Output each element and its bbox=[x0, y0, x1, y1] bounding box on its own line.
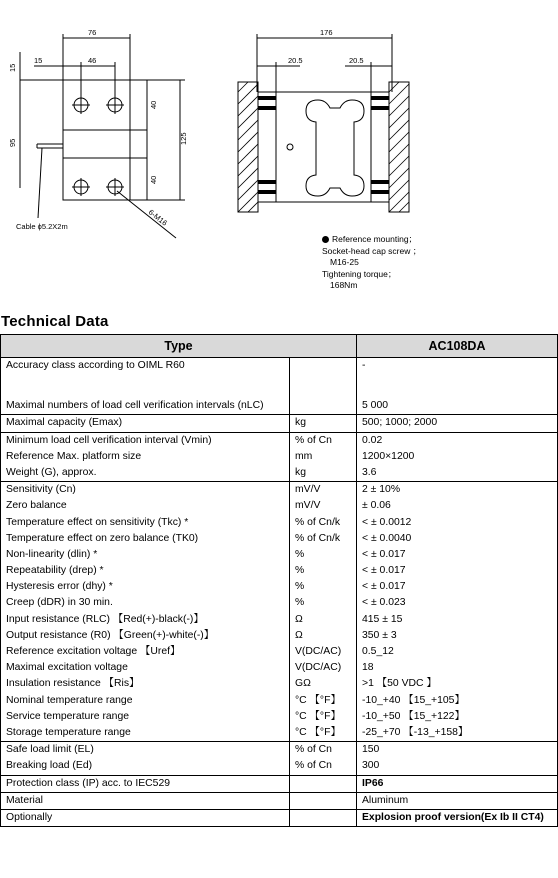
cell-units bbox=[290, 432, 357, 482]
value-label: 0.02 bbox=[362, 434, 383, 446]
unit-label: % of Cn/k bbox=[295, 532, 341, 544]
value-label: -10_+40 【15_+105】 bbox=[362, 694, 465, 706]
parameter-label: Optionally bbox=[6, 811, 53, 823]
parameter-label: Reference Max. platform size bbox=[6, 450, 142, 462]
cell-params bbox=[1, 742, 290, 775]
parameter-label: Temperature effect on zero balance (TK0) bbox=[6, 532, 199, 544]
dim-46: 46 bbox=[88, 56, 97, 65]
dim-125: 125 bbox=[179, 132, 188, 145]
unit-label: % bbox=[295, 581, 305, 593]
unit-label: % bbox=[295, 597, 305, 609]
parameter-label: Insulation resistance 【Ris】 bbox=[6, 678, 140, 690]
value-label: 3.6 bbox=[362, 466, 377, 478]
value-label: - bbox=[362, 360, 366, 371]
cell-params bbox=[1, 775, 290, 792]
cell-values bbox=[357, 432, 558, 482]
value-label: ± 0.06 bbox=[362, 500, 391, 512]
value-label: 300 bbox=[362, 760, 380, 772]
value-label: < ± 0.0040 bbox=[362, 532, 412, 544]
dim-76: 76 bbox=[88, 28, 97, 37]
parameter-label: Output resistance (R0) 【Green(+)-white(-)】 bbox=[6, 629, 215, 641]
value-label: 350 ± 3 bbox=[362, 629, 397, 641]
cell-units bbox=[290, 482, 357, 742]
parameter-label: Protection class (IP) acc. to IEC529 bbox=[6, 777, 171, 789]
value-label: -10_+50 【15_+122】 bbox=[362, 710, 465, 722]
parameter-label: Maximal numbers of load cell verification intervals (nLC) bbox=[6, 400, 264, 412]
value-label: -25_+70 【-13_+158】 bbox=[362, 726, 469, 738]
unit-label: % of Cn bbox=[295, 744, 332, 756]
dim-15-height: 15 bbox=[8, 63, 17, 72]
value-label: 18 bbox=[362, 662, 374, 674]
cell-units bbox=[290, 792, 357, 809]
note-line3: M16-25 bbox=[330, 257, 359, 268]
cell-values bbox=[357, 742, 558, 775]
unit-label: mV/V bbox=[295, 500, 321, 512]
unit-label: kg bbox=[295, 417, 306, 429]
parameter-label: Creep (dDR) in 30 min. bbox=[6, 597, 113, 609]
parameter-label: Maximal capacity (Emax) bbox=[6, 417, 123, 429]
value-label: 500; 1000; 2000 bbox=[362, 417, 438, 429]
parameter-label: Nominal temperature range bbox=[6, 694, 133, 706]
parameter-label: Temperature effect on sensitivity (Tkc) * bbox=[6, 516, 189, 528]
dim-95: 95 bbox=[8, 138, 17, 147]
dim-20-5-left: 20.5 bbox=[288, 56, 303, 65]
value-label: 0.5_12 bbox=[362, 646, 394, 657]
mounting-note bbox=[322, 234, 421, 292]
table-row bbox=[1, 742, 558, 775]
parameter-label: Service temperature range bbox=[6, 710, 130, 722]
value-label: Aluminum bbox=[362, 794, 409, 806]
cell-units bbox=[290, 358, 357, 415]
value-label: < ± 0.017 bbox=[362, 581, 406, 593]
table-row bbox=[1, 432, 558, 482]
note-line2: Socket-head cap screw ； bbox=[322, 245, 422, 256]
dim-176: 176 bbox=[320, 28, 333, 37]
parameter-label: Minimum load cell verification interval (Vmin) bbox=[6, 434, 212, 446]
cell-units bbox=[290, 809, 357, 826]
value-label: 150 bbox=[362, 744, 380, 756]
cell-units bbox=[290, 742, 357, 775]
table-row bbox=[1, 809, 558, 826]
value-label: 5 000 bbox=[362, 400, 389, 412]
cell-units bbox=[290, 775, 357, 792]
unit-label: °C 【°F】 bbox=[295, 710, 341, 722]
parameter-label: Reference excitation voltage 【Uref】 bbox=[6, 646, 181, 657]
unit-label: °C 【°F】 bbox=[295, 694, 341, 706]
table-row bbox=[1, 358, 558, 415]
unit-label: Ω bbox=[295, 629, 303, 641]
section-heading: Technical Data bbox=[1, 313, 109, 330]
table-row bbox=[1, 415, 558, 432]
cable-label: Cable ϕ5.2X2m bbox=[16, 222, 68, 231]
cell-values bbox=[357, 792, 558, 809]
unit-label: mV/V bbox=[295, 484, 321, 496]
value-label: < ± 0.017 bbox=[362, 565, 406, 577]
parameter-label: Weight (G), approx. bbox=[6, 466, 97, 478]
parameter-label: Hysteresis error (dhy) * bbox=[6, 581, 113, 593]
header-type: Type bbox=[1, 335, 357, 358]
thread-label: 6-M16 bbox=[146, 207, 170, 228]
note-line4: Tightening torque； bbox=[322, 268, 397, 279]
table-row bbox=[1, 792, 558, 809]
cell-values bbox=[357, 809, 558, 826]
unit-label: % of Cn/k bbox=[295, 516, 341, 528]
unit-label: V(DC/AC) bbox=[295, 662, 342, 674]
parameter-label: Material bbox=[6, 794, 43, 806]
cell-values bbox=[357, 775, 558, 792]
table-row bbox=[1, 482, 558, 742]
parameter-label: Breaking load (Ed) bbox=[6, 760, 93, 772]
parameter-label: Safe load limit (EL) bbox=[6, 744, 94, 756]
cell-params bbox=[1, 358, 290, 415]
value-label: Explosion proof version(Ex Ib II CT4) bbox=[362, 811, 544, 823]
cell-params bbox=[1, 792, 290, 809]
value-label: < ± 0.0012 bbox=[362, 516, 412, 528]
unit-label: kg bbox=[295, 466, 306, 478]
unit-label: mm bbox=[295, 450, 313, 462]
dim-40-bottom: 40 bbox=[149, 175, 158, 184]
cell-params bbox=[1, 482, 290, 742]
parameter-label: Repeatability (drep) * bbox=[6, 565, 104, 577]
value-label bbox=[357, 374, 557, 398]
cell-values bbox=[357, 482, 558, 742]
value-label: >1 【50 VDC 】 bbox=[362, 678, 437, 690]
unit-label: % of Cn bbox=[295, 760, 332, 772]
bullet-icon bbox=[322, 236, 329, 243]
table-row bbox=[1, 775, 558, 792]
dim-15-offset: 15 bbox=[34, 56, 43, 65]
parameter-label: Maximal excitation voltage bbox=[6, 662, 128, 674]
parameter-label: Input resistance (RLC) 【Red(+)-black(-)】 bbox=[6, 613, 204, 625]
cell-values bbox=[357, 358, 558, 415]
parameter-label: Non-linearity (dlin) * bbox=[6, 548, 98, 560]
value-label: 2 ± 10% bbox=[362, 484, 401, 496]
unit-label: % bbox=[295, 565, 305, 577]
value-label: 1200×1200 bbox=[362, 450, 415, 462]
parameter-label: Zero balance bbox=[6, 500, 67, 512]
header-model: AC108DA bbox=[357, 335, 558, 358]
dim-20-5-right: 20.5 bbox=[349, 56, 364, 65]
value-label: 415 ± 15 bbox=[362, 613, 403, 625]
unit-label: Ω bbox=[295, 613, 303, 625]
cell-params bbox=[1, 415, 290, 432]
parameter-label bbox=[1, 374, 289, 398]
dim-40-top: 40 bbox=[149, 100, 158, 109]
cell-values bbox=[357, 415, 558, 432]
note-line1: Reference mounting； bbox=[332, 234, 418, 244]
unit-label: % of Cn bbox=[295, 434, 332, 446]
value-label: IP66 bbox=[362, 777, 384, 789]
note-line5: 168Nm bbox=[330, 280, 358, 291]
cell-params bbox=[1, 432, 290, 482]
unit-label: °C 【°F】 bbox=[295, 726, 341, 738]
parameter-label: Accuracy class according to OIML R60 bbox=[6, 360, 185, 371]
unit-label: % bbox=[295, 548, 305, 560]
value-label: < ± 0.023 bbox=[362, 597, 406, 609]
technical-data-table bbox=[0, 334, 558, 827]
cell-units bbox=[290, 415, 357, 432]
value-label: < ± 0.017 bbox=[362, 548, 406, 560]
parameter-label: Sensitivity (Cn) bbox=[6, 484, 76, 496]
technical-drawing bbox=[0, 0, 558, 305]
unit-label: GΩ bbox=[295, 678, 311, 690]
cell-params bbox=[1, 809, 290, 826]
unit-label: V(DC/AC) bbox=[295, 646, 342, 657]
parameter-label: Storage temperature range bbox=[6, 726, 131, 738]
table-header-row bbox=[1, 335, 558, 358]
